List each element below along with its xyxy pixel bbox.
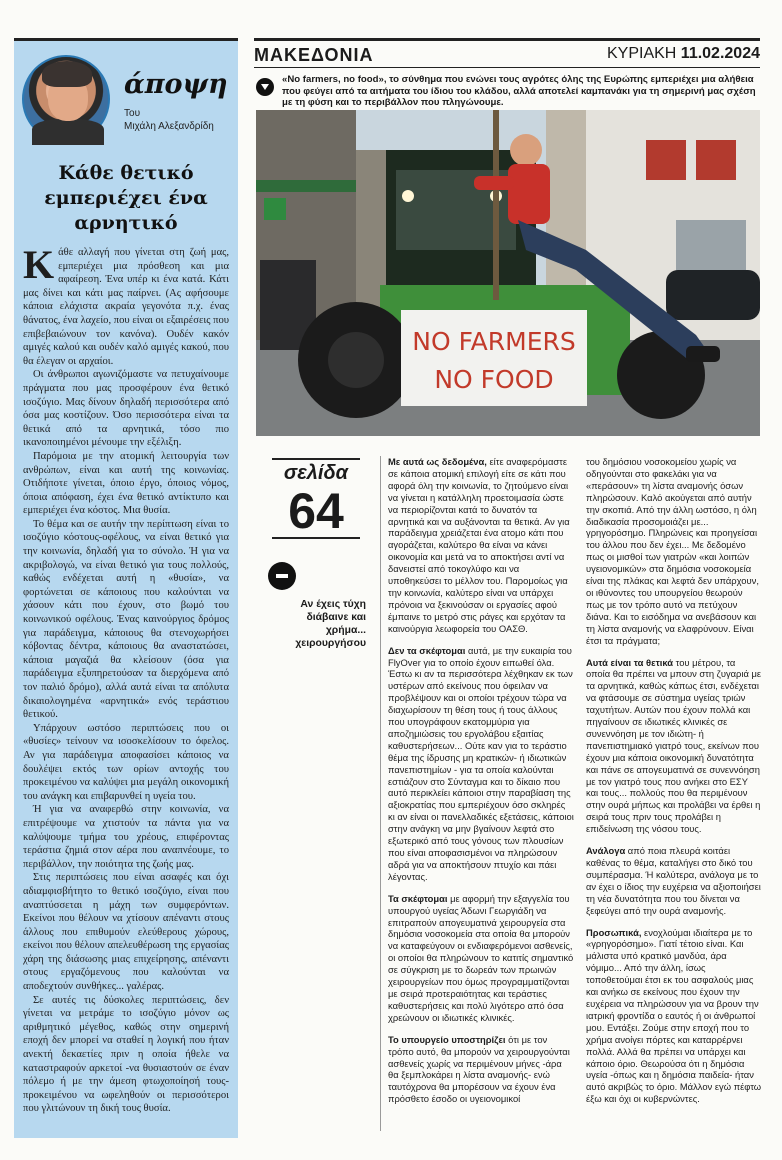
article-paragraph: του δημόσιου νοσοκομείου χωρίς να οδηγούνται στο φακελάκι για να «περάσουν» τη λίστα αναμονής όσων πληρώσουν. Καλό ακούγεται από αυτήν την σκοπιά. Από την άλλη ωστόσο, η όλη διαδικασία προσομοιάζει με... γρηγορόσημο. Πληρώνεις και προηγείσαι του άλλου που δεν έχει... Με δεδομένο πως οι μισθοί των γιατρών «και λοιπών υγειονομικών» στα δημόσια νοσοκομεία είναι της πλάκας και λεφτά δεν υπάρχουν, οι ιθύνοντες του υπουργείου θεωρούν πως με τον τρόπο αυτό να πετύχουν διάνα. Και το εισόδημα να ανεβάσουν και τη λίστα αναμονής να ελαφρύνουν. Είναι έτσι τα πράγματα; [586,456,759,646]
article-paragraph: Ανάλογα από ποια πλευρά κοιτάει καθένας το θέμα, καταλήγει στο δικό του συμπέρασμα. Ή καλύτερα, ανάλογα με το αν έχει ο ίδιος την ευχέρεια να αξιοποιήσει τη νέα δυνατότητα που του δίνεται να ξεφεύγει από την ουρά αναμονής. [586,845,761,916]
article-paragraph: Δεν τα σκέφτομαι αυτά, με την ευκαιρία του FlyOver για το οποίο έχουν ειπωθεί όλα. Έστω κι αν τα περισσότερα λέχθηκαν εκ των υστέρων από εκείνους που όφειλαν να προβλέψουν και οι οποίοι τρέχουν τώρα να διαχωρίσουν τη θέση τους ή τους άλλους που υπογράφουν εκατομμύρια για αποζημιώσεις του εργολάβου εξαιτίας καθυστερήσεων... Ούτε καν για το τεράστιο θέμα της ίδρυσης μη κρατικών- ή ιδιωτικών πανεπιστημίων - για τα οποία καλούνται εστιάζουν στο Σύνταγμα και το δίκαιο που αυτό περικλείει κάποιοι στην παραβίαση της αξιοκρατίας που εμπεριέχουν όσο σκληρές κι αν είναι οι πανελλαδικές εξετάσεις, κάποιοι στην ανάγκη να μην βγαίνουν λεφτά στο εξωτερικό από τους γόνους των πλουσίων που είναι αποφασισμένοι να πληρώσουν αδρά για να αποκτήσουν πτυχίο και πάει λέγοντας. [388,644,574,882]
author-byline [124,107,214,133]
opinion-paragraph: Παρόμοια με την ατομική λειτουργία των ανθρώπων, είναι και αυτή της κοινωνίας. Οτιδήποτε γίνεται, όποιο έργο, όποιος νόμος, όποια απόφαση, έχει ένα θετικό αντίκτυπο και εμπεριέχει ένα κόστος. Μια θυσία. [23,450,229,517]
opinion-paragraph: Το θέμα και σε αυτήν την περίπτωση είναι το ισοζύγιο κόστους-οφέλους, να είναι θετικό για την κοινωνία, δηλαδή για το σύνολο. Ή για να ακριβολογώ, να είναι θετικό για τους πολλούς, καθώς ενδέχεται αυτή η «θυσία», να φορτώνεται σε κάποιους που καλούνται να χάσουν κάτι που έχουν, στο βωμό του κοινωνικού οφέλους. Ένας καινούργιος δρόμος για παράδειγμα, κάποιους θα στενοχωρήσει κόβοντας δέντρα, κάποιους θα αναστατώσει, κάποια μαγαζιά θα κλείσουν (όσα για παράδειγμα εξυπηρετούσαν τα διερχόμενα από τον παλιό δρόμο), αλλά αυτά είναι τα απόλυτα δικαιολογημένα «αρνητικά» ενός τεράστιου θετικού. [23,518,229,721]
opinion-paragraph: Ή για να αναφερθώ στην κοινωνία, να επιτρέψουμε να χτιστούν τα πάντα για να καλύψουμε τμήμα του χρέους, επιφέροντας τεράστια ζημιά στον αέρα που αναπνέουμε, το περιβάλλον, την ποιότητα της ζωής μας. [23,804,229,870]
shop-awning [256,180,356,192]
caption-arrow-icon [256,78,274,96]
article-paragraph: Το υπουργείο υποστηρίζει ότι με τον τρόπο αυτό, θα μπορούν να χειρουργούνται ασθενείς χωρίς να περιμένουν μήνες -άρα θα ξεμπλοκάρει η λίστα αναμονής- ενώ ταυτόχρονα θα μπορέσουν να έχουν ένα πρόσθετο έσοδο οι υγειονομικοί [388,1033,570,1105]
tractor-hub-left [328,332,384,388]
article-paragraph: Προσωπικά, ενοχλούμαι ιδιαίτερα με το «γρηγορόσημο». Γιατί τέτοιο είναι. Και μάλιστα υπό κρατικό μανδύα, άρα νόμιμο... Από την άλλη, ίσως τοποθετούμαι έτσι εκ του ασφαλούς μιας και ανήκω σε εκείνους που έχουν την ευχέρεια να πληρώσουν για να βρουν την ιατρική φροντίδα ο εαυτός ή οι άνθρωποί μου. Εντάξει. Ζούμε στην εποχή που το χρήμα ανοίγει πόρτες και καταρρέρνει πολλά. Αλλά θα πρέπει να υπάρχει και κάποιο όριο. Θεωρούσα ότι η δημόσια υγεία -όπως και η δημόσια παιδεία- ήταν αυτό ακριβώς το όριο. Μάλλον εγώ πέφτω έξω και όχι οι κυβερνώντες. [586,926,762,1105]
page-reference-label: σελίδα [272,458,360,485]
newspaper-name: ΜΑΚΕΔΟΝΙΑ [254,45,374,65]
opinion-paragraph: Οι άνθρωποι αγωνιζόμαστε να πετυχαίνουμε πράγματα που μας προσφέρουν ένα θετικό ισοζύγιο. Μας δίνουν δηλαδή περισσότερα από όσα μας κοστίζουν. Όσο περισσότερα είναι τα θετικά από τα αρνητικά, τόσο πιο ικανοποιημένοι μένουμε την εξέλιξη. [23,369,229,449]
opinion-column [14,38,238,1138]
page-header [254,38,760,68]
opinion-body [14,242,238,1116]
farmer-jacket [508,164,550,224]
protest-photo [256,110,760,436]
opinion-paragraph: Κάθε αλλαγή που γίνεται στη ζωή μας, εμπεριέχει μια πρόσθεση και μια αφαίρεση. Ένα υπέρ κι ένα κατά. Κάτι μας δίνει και κάτι μας παίρνει. (Ας αφήσουμε κάποια ελάχιστα ακραία γεγονότα π.χ. ένας θάνατος, ένα λαχείο, που είναι οι εξαιρέσεις που επιβεβαιώνουν τον κανόνα). Ουδέν κακόν αμιγές καλού και ουδέν καλό αμιγές κακού, που θα έλεγαν οι αρχαίοι. [23,242,229,367]
pharmacy-sign [264,198,286,220]
issue-day: ΚΥΡΙΑΚΗ [606,45,677,62]
avatar-hair [42,61,92,87]
column-divider [380,456,381,1131]
opinion-section-title: άποψη [124,69,228,100]
tractor-light [402,190,414,202]
farmer-head [510,134,542,166]
author-block [14,41,238,153]
opinion-paragraph: Υπάρχουν ωστόσο περιπτώσεις που οι «θυσίες» τείνουν να ισοσκελίσουν το όφελος. Αν για παράδειγμα αποφασίσει κάποιος να δουλέψει εκτός των ορίων αντοχής του προκειμένου να καλύψει μια μεγάλη οικονομική του ανάγκη και επιβαρυνθεί η υγεία του. [23,722,229,802]
farmer-arm [474,176,514,190]
opinion-headline: Κάθε θετικό εμπεριέχει ένα αρνητικό [44,162,208,234]
sign-line-1: NO FARMERS [412,327,576,356]
author-avatar [22,55,110,143]
building-window-red [696,140,736,180]
article-paragraph: Αυτά είναι τα θετικά του μέτρου, τα οποία θα πρέπει να μπουν στη ζυγαριά με τα αρνητικά, καθώς κάπως έτσι, ενδέχεται να φτάσουμε σε σύστημα υγείας τριών ταχυτήτων. Αυτών που έχουν πολλά και πηγαίνουν σε ιδιωτικές κλινικές σε συνεννόηση με τον ιδιώτη- ή πανεπιστημιακό γιατρό τους, εκείνων που έχουν μια κάποια οικονομική δυνατότητα και πάνε σε απογευματινά σε συνεννόηση με τον γιατρό τους που ανήκει στο ΕΣΥ και τους... πολλούς που θα περιμένουν στην ουρά μήπως και προλάβει να έρθει η σειρά τους πριν τους προλάβει η επιδείνωση της νόσου τους. [586,656,762,835]
issue-date [607,45,760,63]
article-column-1 [388,456,574,1115]
minus-icon [268,562,296,590]
parked-car [666,270,760,320]
page-reference-number: 64 [272,485,360,539]
drop-cap: Κ [23,242,55,287]
opinion-paragraph: Σε αυτές τις δύσκολες περιπτώσεις, δεν γίνεται να μετράμε το ισοζύγιο μόνον ως αριθμητικό μέγεθος, καθώς στην σημερινή εποχή δεν μπορεί να σταθεί η λογική που ήταν ανεκτή δεκαετίες πριν η οποία ήθελε να καταστραφούν αρκετοί -να θυσιαστούν σε έναν πόλεμο ή με την άμεση φτωχοποίησή τους- προκειμένου να ωφεληθούν οι περισσότεροι που γλιτώνουν τη δική τους θυσία. [23,994,229,1115]
photo-caption: «No farmers, no food», το σύνθημα που ενώνει τους αγρότες όλης της Ευρώπης εμπεριέχει μια αλήθεια που φεύγει από τα αιτήματα του ίδιου του κλάδου, αλλά αποτελεί καμπανάκι για τη σημερινή μας σχέση με τη φύση και το περιβάλλον που πληγώνουμε. [282,74,756,109]
farmer-boot [686,346,720,362]
page-reference-box [272,458,360,539]
protest-photo-illustration [256,110,760,436]
building-window-red [646,140,686,180]
issue-date-value: 11.02.2024 [680,45,760,62]
avatar-shirt [32,119,104,145]
article-paragraph: Τα σκέφτομαι με αφορμή την εξαγγελία του υπουργού υγείας Άδωνι Γεωργιάδη να επιτραπούν απογευματινά χειρουργεία στα δημόσια νοσοκομεία στα οποία θα μπορούν να καταφεύγουν οι ενδιαφερόμενοι ασθενείς, οι οποίοι θα πληρώνουν το κατιτίς σημαντικό σε σύγκριση με το δωρεάν των πρωινών χειρουργείων που όμως προγραμματίζονται με σειρά προτεραιότητας και τεράστιες καθυστερήσεις και πολύ λιγότερο από όσα χρεώνουν οι ιδιωτικές κλινικές. [388,892,574,1023]
author-name: Μιχάλη Αλεξανδρίδη [124,121,214,132]
byline-prefix: Του [124,108,141,119]
sign-line-2: NO FOOD [434,365,554,394]
article-column-2 [586,456,762,1115]
page-reference-teaser: Αν έχεις τύχη διάβαινε και χρήμα... χειρουργήσου [295,599,366,649]
article-paragraph: Με αυτά ως δεδομένα, είτε αναφερόμαστε σε κάποια ατομική επιλογή είτε σε κάτι που αφορά όλη την κοινωνία, το ζητούμενο είναι να γίνεται η κατάλληλη προετοιμασία ώστε να περιορίζονται κατά το δυνατόν τα αρνητικά και να αυξάνονται τα θετικά. Αν για παράδειγμα χρειάζεται ένα ατομο κάτι που αγοράζεται, καλύτερο θα είναι να κάνει οικονομία και μετά να το αποκτήσει αντί να δανειστεί από τοκογλύφο και να υποθηκεύσει το μέλλον του. Παρομοίως για την κοινωνία, καλύτερο είναι να υπάρχει πρόνοια να ξεκινούσαν οι εργασίες αφού έμπαινε το μετρό στις ράγες και ερχόταν τα καινούργια λεωφορεία του ΟΑΣΘ. [388,456,570,634]
flag-pole [493,110,499,300]
opinion-paragraph: Στις περιπτώσεις που είναι ασαφές και όχι αδιαμφισβήτητο το θετικό ισοζύγιο, είναι που αναπτύσσεται η μάχη των συμφερόντων. Εκείνοι που θέλουν να χτίσουν απέναντι στους άλλους που επιθυμούν ελεύθερους χώρους, εκείνοι που θέλουν απελευθέρωση της εργασίας χάρη της διάσωσης μιας επιχείρησης, απέναντι στους εργαζόμενους που καλούνται να αποδεχτούν συνθήκες... γαλέρας. [23,872,229,993]
